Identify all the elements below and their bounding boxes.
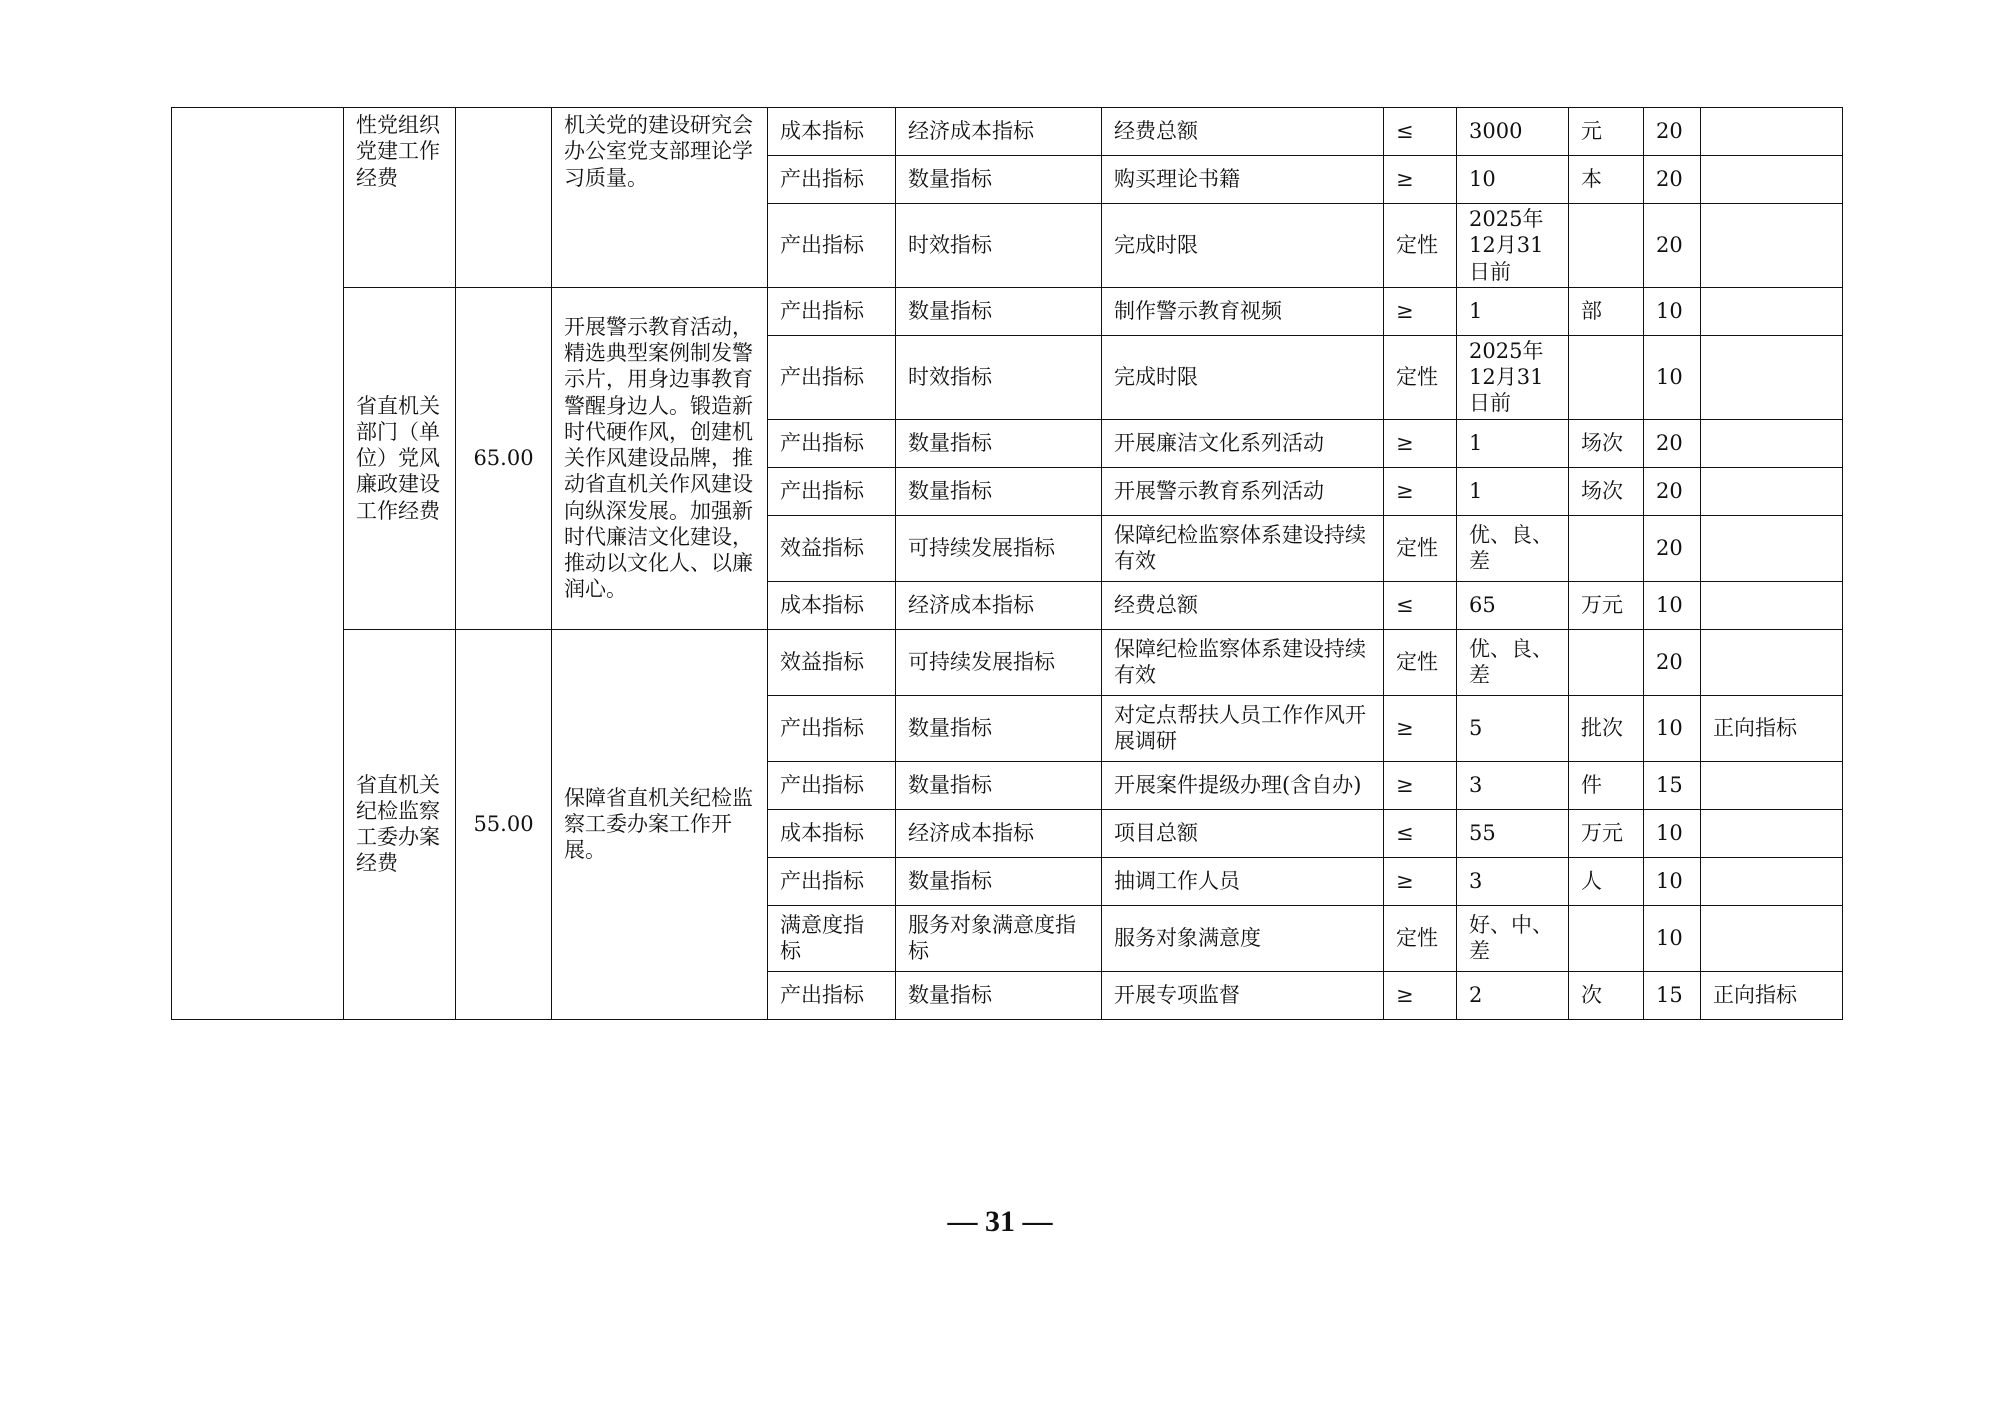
indicator-level3-cell: 制作警示教育视频 bbox=[1102, 287, 1384, 335]
indicator-level3-cell: 服务对象满意度 bbox=[1102, 905, 1384, 971]
operator-cell: 定性 bbox=[1384, 335, 1457, 419]
table-row bbox=[172, 629, 1843, 695]
target-value-cell: 3 bbox=[1457, 761, 1569, 809]
indicator-level1-cell: 产出指标 bbox=[768, 695, 896, 761]
weight-cell: 15 bbox=[1644, 971, 1701, 1019]
indicator-level2-cell: 数量指标 bbox=[896, 467, 1102, 515]
target-value-cell: 5 bbox=[1457, 695, 1569, 761]
indicator-level2-cell: 数量指标 bbox=[896, 695, 1102, 761]
unit-cell: 场次 bbox=[1569, 467, 1644, 515]
weight-cell: 10 bbox=[1644, 335, 1701, 419]
operator-cell: ≥ bbox=[1384, 419, 1457, 467]
target-value-cell: 优、良、差 bbox=[1457, 629, 1569, 695]
indicator-level2-cell: 经济成本指标 bbox=[896, 581, 1102, 629]
indicator-level3-cell: 保障纪检监察体系建设持续有效 bbox=[1102, 629, 1384, 695]
table-row bbox=[172, 287, 1843, 335]
project-amount-cell: 65.00 bbox=[456, 287, 552, 629]
indicator-level3-cell: 经费总额 bbox=[1102, 108, 1384, 156]
target-value-cell: 1 bbox=[1457, 419, 1569, 467]
project-amount-cell: 55.00 bbox=[456, 629, 552, 1019]
operator-cell: ≤ bbox=[1384, 581, 1457, 629]
indicator-level1-cell: 产出指标 bbox=[768, 467, 896, 515]
indicator-level1-cell: 产出指标 bbox=[768, 857, 896, 905]
unit-cell: 次 bbox=[1569, 971, 1644, 1019]
indicator-level2-cell: 数量指标 bbox=[896, 419, 1102, 467]
operator-cell: ≥ bbox=[1384, 971, 1457, 1019]
project-name-cell: 省直机关纪检监察工委办案经费 bbox=[344, 629, 456, 1019]
unit-cell bbox=[1569, 515, 1644, 581]
unit-cell bbox=[1569, 335, 1644, 419]
indicator-level3-cell: 对定点帮扶人员工作作风开展调研 bbox=[1102, 695, 1384, 761]
target-value-cell: 2025年12月31日前 bbox=[1457, 335, 1569, 419]
indicator-level2-cell: 可持续发展指标 bbox=[896, 629, 1102, 695]
weight-cell: 20 bbox=[1644, 467, 1701, 515]
project-name-cell: 性党组织党建工作经费 bbox=[344, 108, 456, 288]
target-value-cell: 好、中、差 bbox=[1457, 905, 1569, 971]
project-goal-cell: 机关党的建设研究会办公室党支部理论学习质量。 bbox=[552, 108, 768, 288]
indicator-level1-cell: 产出指标 bbox=[768, 156, 896, 204]
indicator-level3-cell: 完成时限 bbox=[1102, 335, 1384, 419]
operator-cell: ≥ bbox=[1384, 761, 1457, 809]
indicator-level2-cell: 经济成本指标 bbox=[896, 108, 1102, 156]
remark-cell bbox=[1701, 857, 1843, 905]
weight-cell: 10 bbox=[1644, 905, 1701, 971]
indicator-level1-cell: 成本指标 bbox=[768, 809, 896, 857]
operator-cell: ≥ bbox=[1384, 695, 1457, 761]
indicator-level1-cell: 产出指标 bbox=[768, 204, 896, 288]
remark-cell bbox=[1701, 515, 1843, 581]
unit-cell: 部 bbox=[1569, 287, 1644, 335]
operator-cell: ≥ bbox=[1384, 156, 1457, 204]
unit-cell: 元 bbox=[1569, 108, 1644, 156]
weight-cell: 10 bbox=[1644, 287, 1701, 335]
remark-cell bbox=[1701, 629, 1843, 695]
project-amount-cell bbox=[456, 108, 552, 288]
target-value-cell: 10 bbox=[1457, 156, 1569, 204]
indicator-level2-cell: 数量指标 bbox=[896, 857, 1102, 905]
indicator-level2-cell: 数量指标 bbox=[896, 287, 1102, 335]
project-goal-cell: 保障省直机关纪检监察工委办案工作开展。 bbox=[552, 629, 768, 1019]
page-number: — 31 — bbox=[947, 1205, 1053, 1238]
weight-cell: 10 bbox=[1644, 581, 1701, 629]
weight-cell: 20 bbox=[1644, 108, 1701, 156]
indicator-level2-cell: 服务对象满意度指标 bbox=[896, 905, 1102, 971]
weight-cell: 20 bbox=[1644, 156, 1701, 204]
indicator-level1-cell: 产出指标 bbox=[768, 971, 896, 1019]
target-value-cell: 1 bbox=[1457, 287, 1569, 335]
operator-cell: ≤ bbox=[1384, 108, 1457, 156]
unit-cell bbox=[1569, 629, 1644, 695]
weight-cell: 20 bbox=[1644, 629, 1701, 695]
target-value-cell: 3000 bbox=[1457, 108, 1569, 156]
remark-cell bbox=[1701, 287, 1843, 335]
unit-cell: 万元 bbox=[1569, 581, 1644, 629]
weight-cell: 10 bbox=[1644, 857, 1701, 905]
target-value-cell: 优、良、差 bbox=[1457, 515, 1569, 581]
indicator-level1-cell: 效益指标 bbox=[768, 515, 896, 581]
unit-cell: 件 bbox=[1569, 761, 1644, 809]
weight-cell: 20 bbox=[1644, 204, 1701, 288]
operator-cell: 定性 bbox=[1384, 905, 1457, 971]
indicator-level3-cell: 保障纪检监察体系建设持续有效 bbox=[1102, 515, 1384, 581]
indicator-level1-cell: 满意度指标 bbox=[768, 905, 896, 971]
weight-cell: 10 bbox=[1644, 809, 1701, 857]
remark-cell bbox=[1701, 467, 1843, 515]
indicator-level3-cell: 抽调工作人员 bbox=[1102, 857, 1384, 905]
target-value-cell: 3 bbox=[1457, 857, 1569, 905]
project-goal-cell: 开展警示教育活动，精选典型案例制发警示片，用身边事教育警醒身边人。锻造新时代硬作风，创建机关作风建设品牌，推动省直机关作风建设向纵深发展。加强新时代廉洁文化建设，推动以文化人、以廉润心。 bbox=[552, 287, 768, 629]
target-value-cell: 65 bbox=[1457, 581, 1569, 629]
unit-cell bbox=[1569, 204, 1644, 288]
unit-cell: 本 bbox=[1569, 156, 1644, 204]
operator-cell: 定性 bbox=[1384, 515, 1457, 581]
unit-cell: 批次 bbox=[1569, 695, 1644, 761]
weight-cell: 20 bbox=[1644, 419, 1701, 467]
indicator-level3-cell: 开展廉洁文化系列活动 bbox=[1102, 419, 1384, 467]
project-name-cell: 省直机关部门（单位）党风廉政建设工作经费 bbox=[344, 287, 456, 629]
indicator-level3-cell: 开展警示教育系列活动 bbox=[1102, 467, 1384, 515]
indicator-level1-cell: 产出指标 bbox=[768, 419, 896, 467]
indicator-level3-cell: 经费总额 bbox=[1102, 581, 1384, 629]
indicator-level2-cell: 数量指标 bbox=[896, 761, 1102, 809]
indicator-level1-cell: 成本指标 bbox=[768, 108, 896, 156]
operator-cell: ≥ bbox=[1384, 467, 1457, 515]
indicator-level3-cell: 开展专项监督 bbox=[1102, 971, 1384, 1019]
indicator-level1-cell: 产出指标 bbox=[768, 287, 896, 335]
indicator-level3-cell: 项目总额 bbox=[1102, 809, 1384, 857]
unit-cell: 万元 bbox=[1569, 809, 1644, 857]
indicator-level2-cell: 时效指标 bbox=[896, 335, 1102, 419]
indicator-level1-cell: 成本指标 bbox=[768, 581, 896, 629]
remark-cell: 正向指标 bbox=[1701, 971, 1843, 1019]
indicator-level3-cell: 完成时限 bbox=[1102, 204, 1384, 288]
table-row bbox=[172, 108, 1843, 156]
operator-cell: ≤ bbox=[1384, 809, 1457, 857]
remark-cell bbox=[1701, 419, 1843, 467]
unit-cell bbox=[1569, 905, 1644, 971]
operator-cell: 定性 bbox=[1384, 629, 1457, 695]
operator-cell: ≥ bbox=[1384, 287, 1457, 335]
indicator-level3-cell: 开展案件提级办理(含自办) bbox=[1102, 761, 1384, 809]
operator-cell: ≥ bbox=[1384, 857, 1457, 905]
indicator-level3-cell: 购买理论书籍 bbox=[1102, 156, 1384, 204]
weight-cell: 20 bbox=[1644, 515, 1701, 581]
remark-cell bbox=[1701, 761, 1843, 809]
remark-cell bbox=[1701, 204, 1843, 288]
indicator-level1-cell: 产出指标 bbox=[768, 335, 896, 419]
target-value-cell: 2025年12月31日前 bbox=[1457, 204, 1569, 288]
indicator-level2-cell: 数量指标 bbox=[896, 156, 1102, 204]
unit-cell: 人 bbox=[1569, 857, 1644, 905]
performance-indicator-table bbox=[171, 107, 1843, 1020]
target-value-cell: 1 bbox=[1457, 467, 1569, 515]
remark-cell bbox=[1701, 335, 1843, 419]
indicator-level2-cell: 可持续发展指标 bbox=[896, 515, 1102, 581]
indicator-level2-cell: 时效指标 bbox=[896, 204, 1102, 288]
target-value-cell: 55 bbox=[1457, 809, 1569, 857]
unit-cell: 场次 bbox=[1569, 419, 1644, 467]
target-value-cell: 2 bbox=[1457, 971, 1569, 1019]
remark-cell bbox=[1701, 581, 1843, 629]
indicator-level2-cell: 数量指标 bbox=[896, 971, 1102, 1019]
operator-cell: 定性 bbox=[1384, 204, 1457, 288]
indicator-level1-cell: 效益指标 bbox=[768, 629, 896, 695]
indicator-level1-cell: 产出指标 bbox=[768, 761, 896, 809]
remark-cell bbox=[1701, 809, 1843, 857]
weight-cell: 10 bbox=[1644, 695, 1701, 761]
remark-cell bbox=[1701, 905, 1843, 971]
weight-cell: 15 bbox=[1644, 761, 1701, 809]
remark-cell bbox=[1701, 156, 1843, 204]
category-cell bbox=[172, 108, 344, 1020]
remark-cell: 正向指标 bbox=[1701, 695, 1843, 761]
remark-cell bbox=[1701, 108, 1843, 156]
indicator-level2-cell: 经济成本指标 bbox=[896, 809, 1102, 857]
